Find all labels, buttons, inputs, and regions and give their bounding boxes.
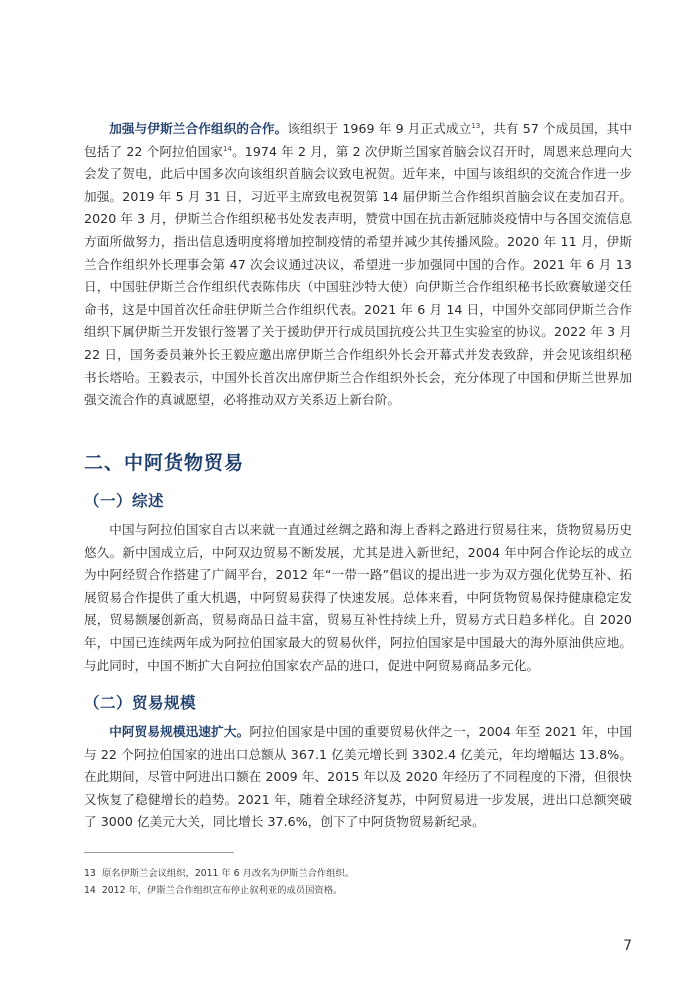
footnote-ref-13[interactable]: 13: [471, 122, 481, 130]
footnote-14: 14 2012 年，伊斯兰合作组织宣布停止叙利亚的成员国资格。: [84, 885, 343, 896]
footnote-ref-14[interactable]: 14: [222, 144, 232, 153]
section-heading: 二、中阿货物贸易: [84, 452, 245, 474]
footnote-13: 13 原名伊斯兰会议组织，2011 年 6 月改名为伊斯兰合作组织。: [84, 868, 355, 879]
paragraph-lead: 加强与伊斯兰合作组织的合作。: [109, 121, 288, 136]
footnote-divider: [84, 852, 234, 853]
paragraph-lead: 中阿贸易规模迅速扩大。: [109, 724, 250, 739]
page-number: 7: [623, 938, 632, 954]
paragraph-trade-scale: 中阿贸易规模迅速扩大。阿拉伯国家是中国的重要贸易伙伴之一，2004 年至 2021 年，中国与 22 个阿拉伯国家的进出口总额从 367.1 亿美元增长到 3302.4 亿美元，年均增幅达 13.8%。在此期间，尽管中阿进出口额在 2009 年、2015 年以及 2020 年经历了不同程度的下滑，但很快又恢复了稳健增长的趋势。2021 年，随着全球经济复苏，中阿贸易进一步发展，进出口总额突破了 3000 亿美元大关，同比增长 37.6%，创下了中阿货物贸易新纪录。: [84, 724, 632, 830]
paragraph-overview: 中国与阿拉伯国家自古以来就一直通过丝绸之路和海上香料之路进行贸易往来，货物贸易历史悠久。新中国成立后，中阿双边贸易不断发展，尤其是进入新世纪，2004 年中阿合作论坛的成立为中阿经贸合作搭建了广阔平台，2012 年“一带一路”倡议的提出进一步为双方强化优势互补、拓展贸易合作提供了重大机遇，中阿贸易获得了快速发展。总体来看，中阿货物贸易保持健康稳定发展，贸易额屡创新高，贸易商品日益丰富，贸易互补性持续上升，贸易方式日趋多样化。自 2020 年，中国已连续两年成为阿拉伯国家最大的贸易伙伴，阿拉伯国家是中国最大的海外原油供应地。与此同时，中国不断扩大自阿拉伯国家农产品的进口，促进中阿贸易商品多元化。: [84, 522, 632, 673]
paragraph-oic-cooperation: 加强与伊斯兰合作组织的合作。该组织于 1969 年 9 月正式成立$^{13}$，共有 57 个成员国，其中包括了 22 个阿拉伯国家$^{14}$。1974 年 2 月，第 2 次伊斯兰国家首脑会议召开时，周恩来总理向大会发了贺电，此后中国多次向该组织首脑会议致电祝贺。近年来，中国与该组织的交流合作进一步加强。2019 年 5 月 31 日，习近平主席致电祝贺第 14 届伊斯兰合作组织首脑会议在麦加召开。2020 年 3 月，伊斯兰合作组织秘书处发表声明，赞赏中国在抗击新冠肺炎疫情中与各国交流信息方面所做努力，指出信息透明度将增加控制疫情的希望并减少其传播风险。2020 年 11 月，伊斯兰合作组织外长理事会第 47 次会议通过决议，希望进一步加强同中国的合作。2021 年 6 月 13 日，中国驻伊斯兰合作组织代表陈伟庆（中国驻沙特大使）向伊斯兰合作组织秘书长欧赛敏递交任命书，这是中国首次任命驻伊斯兰合作组织代表。2021 年 6 月 14 日，中国外交部同伊斯兰合作组织下属伊斯兰开发银行签署了关于援助伊开行成员国抗疫公共卫生实验室的协议。2022 年 3 月 22 日，国务委员兼外长王毅应邀出席伊斯兰合作组织外长会开幕式并发表致辞，并会见该组织秘书长塔哈。王毅表示，中国外长首次出席伊斯兰合作组织外长会，充分体现了中国和伊斯兰世界加强交流合作的真诚愿望，必将推动双方关系迈上新台阶。: [84, 121, 633, 408]
subsection-heading-trade-scale: （二）贸易规模: [84, 694, 197, 712]
subsection-heading-overview: （一）综述: [84, 492, 165, 510]
